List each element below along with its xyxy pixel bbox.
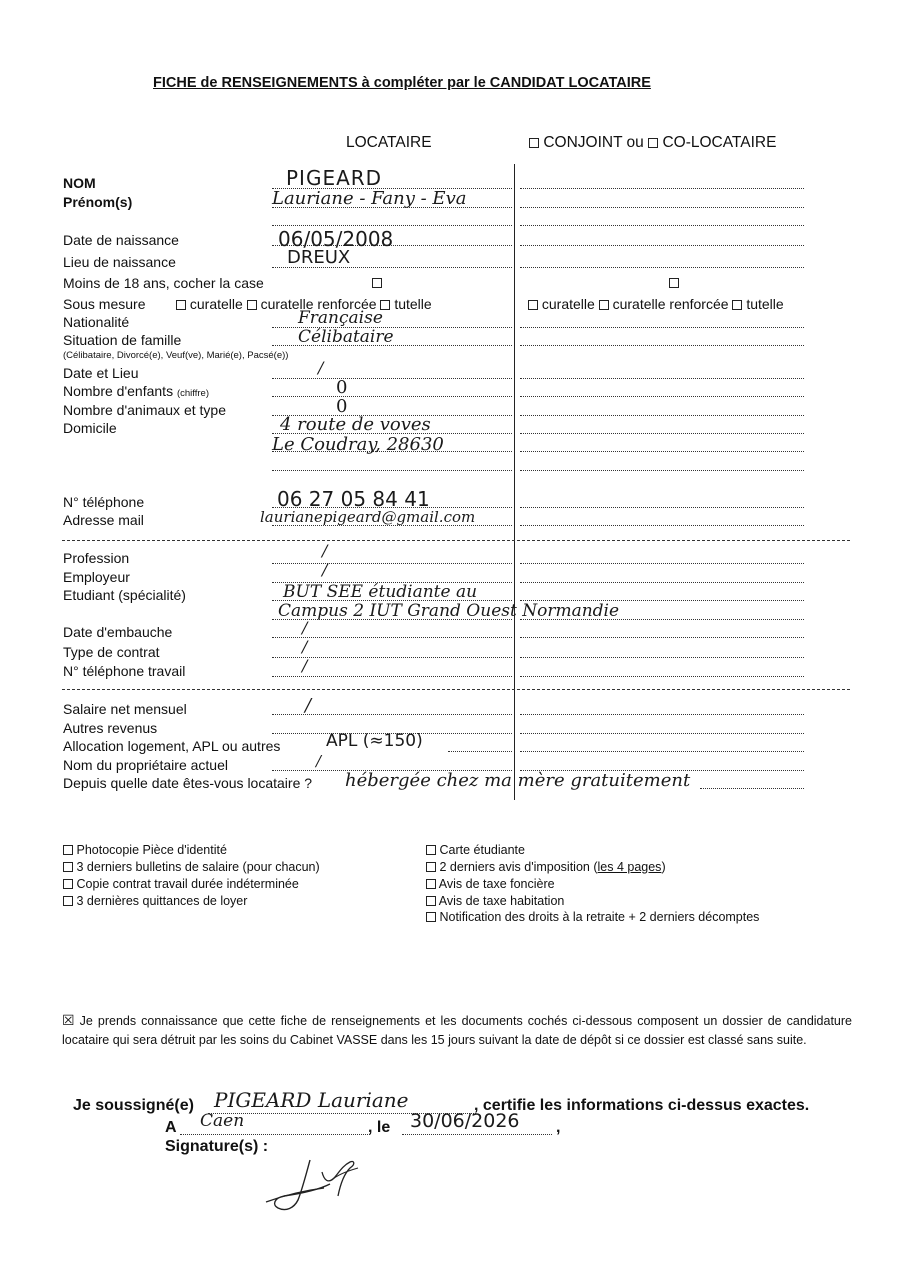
label-enfants [63, 384, 209, 399]
declaration-paragraph [62, 1011, 852, 1050]
label-salaire: Salaire net mensuel [63, 701, 187, 717]
checkbox-curatelle-conjoint[interactable] [528, 300, 538, 310]
label-proprietaire: Nom du propriétaire actuel [63, 757, 228, 773]
doc-item-right-4[interactable] [426, 911, 759, 924]
value-salaire[interactable]: / [305, 695, 312, 716]
value-animaux[interactable]: 0 [336, 396, 348, 417]
field-line-allocation-conjoint [520, 751, 804, 752]
label-a: A [165, 1119, 177, 1136]
field-line-domicile-3-conjoint [520, 470, 804, 471]
doc-item-right-3[interactable] [426, 895, 564, 908]
label-etudiant: Etudiant (spécialité) [63, 587, 186, 603]
checkbox-mineur-locataire[interactable] [372, 278, 382, 288]
label-enfants-text: Nombre d'enfants [63, 383, 174, 399]
field-line-contrat-conjoint [520, 657, 804, 658]
doc-item-right-2[interactable] [426, 878, 555, 891]
label-date-embauche: Date d'embauche [63, 624, 173, 640]
label-nationalite: Nationalité [63, 314, 130, 330]
field-line-domicile-3 [272, 470, 512, 471]
label-sous-mesure: Sous mesure [63, 296, 146, 312]
value-situation[interactable]: Célibataire [298, 327, 394, 347]
checkbox-conjoint[interactable] [529, 138, 539, 148]
label-animaux: Nombre d'animaux et type [63, 402, 226, 418]
doc-label-right-0: Carte étudiante [439, 843, 525, 857]
label-profession: Profession [63, 550, 130, 566]
value-etudiant-1[interactable]: BUT SEE étudiante au [283, 582, 478, 602]
label-employeur: Employeur [63, 569, 130, 585]
column-divider [514, 164, 515, 800]
value-enfants[interactable]: 0 [336, 377, 348, 398]
value-telephone[interactable]: 06 27 05 84 41 [277, 487, 430, 511]
field-line-nom-conjoint [520, 188, 804, 189]
doc-item-left-2[interactable] [63, 878, 299, 891]
doc-item-right-0[interactable] [426, 844, 525, 857]
checkbox-mineur-conjoint[interactable] [669, 278, 679, 288]
label-autres-revenus: Autres revenus [63, 720, 158, 736]
field-line-nationalite-conjoint [520, 327, 804, 328]
label-prenom: Prénom(s) [63, 194, 133, 210]
doc-label-left-1: 3 derniers bulletins de salaire (pour chacun) [76, 860, 320, 874]
doc-label-right-1-close: ) [661, 860, 666, 874]
option-tutelle-conjoint: tutelle [746, 296, 784, 312]
mesure-options-conjoint [528, 297, 784, 311]
value-nationalite[interactable]: Française [298, 308, 383, 328]
doc-item-left-1[interactable] [63, 861, 320, 874]
label-depuis: Depuis quelle date êtes-vous locataire ? [63, 775, 313, 791]
option-curatelle: curatelle [189, 296, 243, 312]
field-line-lieu-conjoint [520, 267, 804, 268]
field-line-profession-conjoint [520, 563, 804, 564]
value-employeur[interactable]: / [322, 560, 328, 579]
field-line-allocation [448, 751, 512, 752]
field-line-tel-travail [272, 676, 512, 677]
doc-item-right-1[interactable] [426, 861, 666, 874]
column-header-conjoint [529, 135, 776, 151]
value-depuis[interactable]: hébergée chez ma mère gratuitement [345, 770, 691, 791]
field-line-profession [272, 563, 512, 564]
label-tel-travail: N° téléphone travail [63, 663, 186, 679]
doc-label-right-1-emphasis: les 4 pages [597, 860, 662, 874]
value-a[interactable]: Caen [200, 1111, 245, 1131]
section-divider-work [62, 540, 850, 541]
value-etudiant-2[interactable]: Campus 2 IUT Grand Ouest Normandie [278, 601, 620, 621]
value-domicile-1[interactable]: 4 route de voves [280, 414, 431, 435]
field-line-depuis [700, 788, 804, 789]
field-line-contrat [272, 657, 512, 658]
checkbox-doc-left-3[interactable] [63, 896, 73, 906]
section-divider-income [62, 689, 850, 690]
value-date-embauche[interactable]: / [302, 618, 308, 637]
field-line-prenom-2 [272, 225, 512, 226]
label-situation-note: (Célibataire, Divorcé(e), Veuf(ve), Marié(e), Pacsé(e)) [63, 350, 289, 361]
checkbox-tutelle-conjoint[interactable] [732, 300, 742, 310]
value-nom[interactable]: PIGEARD [286, 166, 383, 190]
label-enfants-note: (chiffre) [176, 388, 209, 399]
value-lieu-naissance[interactable]: DREUX [287, 247, 351, 268]
label-allocation: Allocation logement, APL ou autres [63, 738, 281, 754]
field-line-embauche [272, 637, 512, 638]
checkbox-doc-left-1[interactable] [63, 862, 73, 872]
field-line-situation-conjoint [520, 345, 804, 346]
title-prefix: FICHE de RENSEIGNEMENTS à compléter par le CANDIDAT [153, 75, 569, 91]
label-soussigne: Je soussigné(e) [73, 1097, 194, 1114]
checkbox-doc-right-3[interactable] [426, 896, 436, 906]
column-header-locataire: LOCATAIRE [346, 134, 432, 151]
option-curatelle-renforcee: curatelle renforcée [260, 296, 377, 312]
doc-label-left-0: Photocopie Pièce d'identité [76, 843, 227, 857]
declaration-checkbox[interactable]: ☒ [62, 1012, 75, 1028]
label-nom: NOM [63, 175, 96, 191]
field-line-prenom-conjoint [520, 207, 804, 208]
field-line-email-conjoint [520, 525, 804, 526]
label-le-end: , [556, 1119, 561, 1136]
field-line-employeur-conjoint [520, 582, 804, 583]
checkbox-doc-right-1[interactable] [426, 862, 436, 872]
field-line-domicile-2-conjoint [520, 451, 804, 452]
value-email[interactable]: laurianepigeard@gmail.com [260, 508, 476, 526]
field-line-enfants [272, 396, 512, 397]
value-domicile-2[interactable]: Le Coudray, 28630 [272, 434, 444, 455]
value-type-contrat[interactable]: / [302, 637, 308, 656]
option-curatelle-conjoint: curatelle [541, 296, 595, 312]
label-date-lieu: Date et Lieu [63, 365, 139, 381]
doc-label-right-3: Avis de taxe habitation [438, 894, 565, 908]
field-line-embauche-conjoint [520, 637, 804, 638]
field-line-naissance-conjoint [520, 245, 804, 246]
doc-label-right-4: Notification des droits à la retraite + 2 derniers décomptes [439, 910, 760, 924]
field-line-a [180, 1134, 370, 1135]
field-line-tel-travail-conjoint [520, 676, 804, 677]
checkbox-curatelle-renforcee-conjoint[interactable] [599, 300, 609, 310]
value-date-naissance[interactable]: 06/05/2008 [278, 227, 394, 251]
conjoint-label: CONJOINT ou [543, 134, 644, 151]
doc-label-right-2: Avis de taxe foncière [438, 877, 555, 891]
label-email: Adresse mail [63, 512, 144, 528]
value-profession[interactable]: / [322, 541, 328, 560]
label-certifie: , certifie les informations ci-dessus exactes. [474, 1097, 810, 1114]
value-prenom[interactable]: Lauriane - Fany - Eva [272, 188, 467, 209]
doc-item-left-0[interactable] [63, 844, 227, 857]
field-line-animaux-conjoint [520, 415, 804, 416]
declaration-text: Je prends connaissance que cette fiche de renseignements et les documents cochés ci-dessous composent un dossier de candidature locataire qui sera détruit par les soins du Cabinet VASSE dans les 15 jours suivant la date de dépôt si ce dossier est classé sans suite. [62, 1014, 852, 1047]
option-tutelle: tutelle [394, 296, 432, 312]
title-suffix: LOCATAIRE [568, 75, 651, 91]
page-title [153, 76, 651, 91]
value-tel-travail[interactable]: / [302, 656, 308, 675]
signature-drawing [258, 1150, 368, 1220]
label-situation: Situation de famille [63, 332, 182, 348]
field-line-date-lieu [272, 378, 512, 379]
field-line-salaire-conjoint [520, 714, 804, 715]
label-domicile: Domicile [63, 420, 117, 436]
field-line-domicile-1-conjoint [520, 433, 804, 434]
field-line-autres-conjoint [520, 733, 804, 734]
checkbox-curatelle[interactable] [176, 300, 186, 310]
option-curatelle-renforcee-conjoint: curatelle renforcée [612, 296, 729, 312]
value-le[interactable]: 30/06/2026 [410, 1110, 520, 1132]
checkbox-doc-right-0[interactable] [426, 845, 436, 855]
value-date-lieu[interactable]: / [318, 358, 324, 377]
field-line-enfants-conjoint [520, 396, 804, 397]
checkbox-doc-left-0[interactable] [63, 845, 73, 855]
checkbox-doc-right-4[interactable] [426, 912, 436, 922]
doc-label-left-3: 3 dernières quittances de loyer [76, 894, 248, 908]
field-line-telephone-conjoint [520, 507, 804, 508]
value-soussigne[interactable]: PIGEARD Lauriane [214, 1088, 409, 1112]
label-telephone: N° téléphone [63, 494, 145, 510]
value-allocation[interactable]: APL (≈150) [326, 731, 423, 751]
field-line-prenom-2-conjoint [520, 225, 804, 226]
label-signature: Signature(s) : [165, 1138, 269, 1155]
label-type-contrat: Type de contrat [63, 644, 160, 660]
label-lieu-naissance: Lieu de naissance [63, 254, 176, 270]
field-line-le [402, 1134, 552, 1135]
value-proprietaire[interactable]: / [316, 752, 322, 770]
doc-item-left-3[interactable] [63, 895, 247, 908]
doc-label-right-1: 2 derniers avis d'imposition ( [439, 860, 598, 874]
colocataire-label: CO-LOCATAIRE [662, 134, 777, 151]
label-moins-18: Moins de 18 ans, cocher la case [63, 275, 264, 291]
checkbox-doc-left-2[interactable] [63, 879, 73, 889]
doc-label-left-2: Copie contrat travail durée indéterminée [76, 877, 299, 891]
checkbox-colocataire[interactable] [648, 138, 658, 148]
checkbox-doc-right-2[interactable] [426, 879, 436, 889]
field-line-date-lieu-conjoint [520, 378, 804, 379]
label-date-naissance: Date de naissance [63, 232, 179, 248]
label-le: , le [368, 1119, 391, 1136]
checkbox-curatelle-renforcee[interactable] [247, 300, 257, 310]
